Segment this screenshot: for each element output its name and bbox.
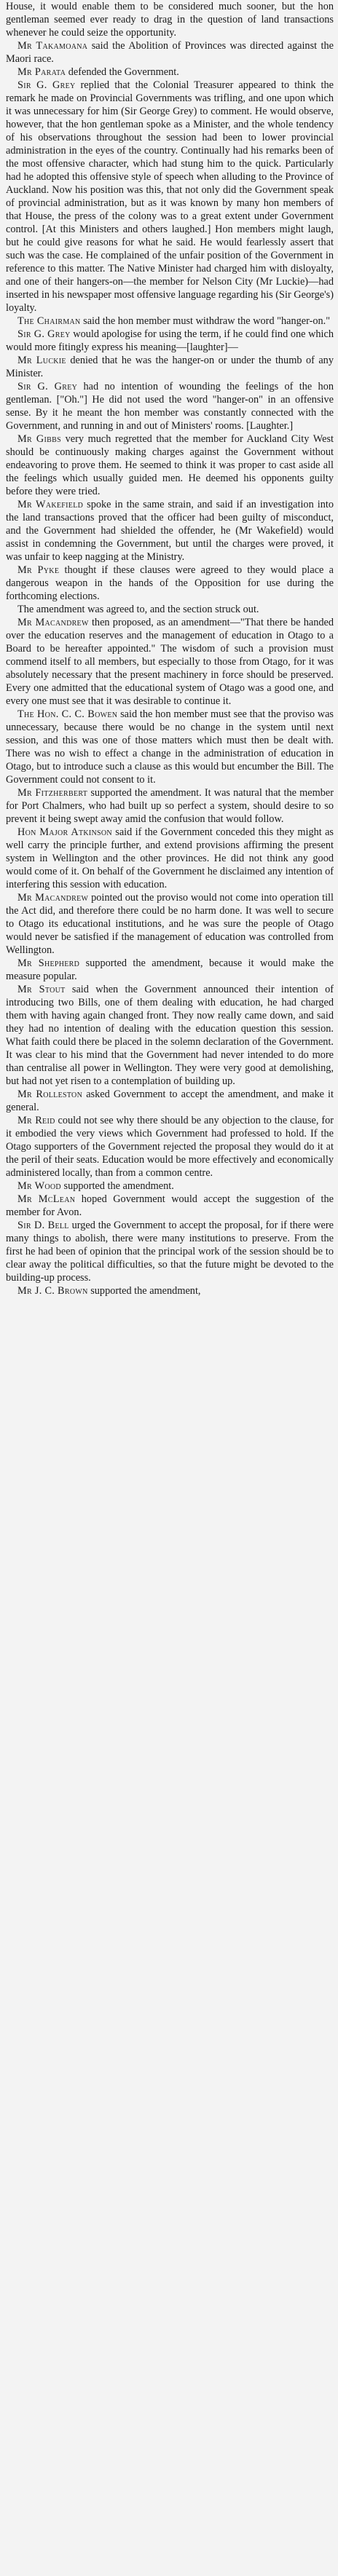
paragraph-text: thought if these clauses were agreed to they would place a dangerous weapon in the hands of the Opposition for use during the forthcoming elections. — [6, 564, 334, 602]
speaker-name: Mr Parata — [17, 66, 66, 78]
speaker-name: Sir D. Bell — [17, 1220, 69, 1231]
paragraph-text: would apologise for using the term, if he could find one which would more fitingly express his meaning—[laughter]— — [6, 328, 334, 353]
paragraph-text: asked Government to accept the amendment, and make it general. — [6, 1089, 334, 1113]
paragraph — [6, 1193, 334, 1219]
paragraph-text: very much regretted that the member for Auckland City West should be continuously making charges against the Government without endeavoring to prove them. He seemed to think it was proper to cast aside all the feelings which usually guided men. He deemed his opponents guilty before they were tried. — [6, 433, 334, 497]
paragraph-text: denied that he was the hanger-on or under the thumb of any Minister. — [6, 355, 334, 379]
speaker-name: Mr Luckie — [17, 355, 66, 366]
paragraph — [6, 1180, 334, 1193]
paragraph — [6, 891, 334, 957]
paragraph-text: said the hon member must withdraw the word "hanger-on." — [80, 315, 331, 327]
paragraph-text: replied that the Colonial Treasurer appeared to think the remark he made on Provincial Governments was trifling, and one upon which it was unnecessary for him (Sir George Grey) to comment. He would observe, however, that the hon gentleman spoke as a Minister, and the whole tendency of his observations throughout the session had been to lower provincial administration in the eyes of the country. Continually had his remarks been of the most offensive character, which had stung him to the quick. Particularly had he adopted this offensive style of speech when alluding to the Province of Auckland. Now his position was this, that not only did the Government speak of provincial administration, but as it was known by many hon members of that House, the press of the colony was to a great extent under Government control. [At this Ministers and others laughed.] Hon members might laugh, but he could give reasons for what he said. He would fearlessly assert that such was the case. He complained of the unfair position of the Government in reference to this matter. The Native Minister had charged him with disloyalty, and one of their hangers-on—the member for Nelson City (Mr Luckie)—had inserted in his newspaper most offensive language regarding his (Sir George's) loyalty. — [6, 79, 334, 314]
speaker-name: Mr J. C. Brown — [17, 1285, 88, 1297]
paragraph — [6, 498, 334, 564]
speaker-name: Mr Reid — [17, 1115, 55, 1126]
speaker-name: Sir G. Grey — [17, 79, 76, 91]
paragraph — [6, 983, 334, 1088]
speaker-name: Mr Takamoana — [17, 40, 88, 52]
paragraph-text: had no intention of wounding the feelings of the hon gentleman. ["Oh."] He did not used the word "hanger-on" in an offensive sense. By it he meant the hon member was constantly connected with the Government, and running in and out of Ministers' rooms. [Laughter.] — [6, 381, 334, 432]
paragraph-text: said if the Government conceded this they might as well carry the principle further, and extend provisions affirming the present system in Wellington and the other provinces. He did not think any good would come of it. On behalf of the Government he disclaimed any intention of interfering this session with education. — [6, 826, 334, 890]
paragraph-text: spoke in the same strain, and said if an investigation into the land transactions proved that the officer had been guilty of misconduct, and the Government had shielded the offender, he (Mr Wakefield) would assist in condemning the Government, but until the charges were proved, it was unfair to keep nagging at the Ministry. — [6, 499, 334, 563]
paragraph — [6, 564, 334, 603]
paragraph-text: House, it would enable them to be considered much sooner, but the hon gentleman seemed ever ready to drag in the question of land transactions whenever he could seize the opportunity. — [6, 1, 334, 39]
paragraph-text: then proposed, as an amendment—"That there be handed over the education reserves and the management of education in Otago to a Board to be hereafter appointed." The wisdom of such a provision must commend itself to all members, but especially to those from Otago, for it was absolutely necessary that the present machinery in force should be preserved. Every one admitted that the educational system of Otago was a good one, and every one must see that it was desirable to continue it. — [6, 617, 334, 707]
paragraph — [6, 1088, 334, 1114]
paragraph — [6, 1284, 334, 1297]
speaker-name: Mr Stout — [17, 984, 66, 995]
paragraph — [6, 66, 334, 79]
paragraph — [6, 315, 334, 328]
paragraph — [6, 1219, 334, 1284]
paragraph-text: pointed out the proviso would not come into operation till the Act did, and therefore there could be no harm done. It was well to secure to Otago its educational institutions, and he was sure the people of Otago would never be satisfied if the management of education was controlled from Wellington. — [6, 892, 334, 956]
paragraph — [6, 0, 334, 39]
speaker-name: Mr Rolleston — [17, 1089, 83, 1100]
paragraph — [6, 1114, 334, 1180]
paragraph — [6, 328, 334, 354]
paragraph-text: supported the amendment, because it would make the measure popular. — [6, 957, 334, 982]
speaker-name: Mr Fitzherbert — [17, 787, 88, 799]
speaker-name: Mr McLean — [17, 1193, 76, 1205]
speaker-name: Mr Wood — [17, 1180, 61, 1192]
speaker-name: Mr Gibbs — [17, 433, 61, 445]
paragraph — [6, 39, 334, 66]
paragraph-text: said the Abolition of Provinces was directed against the Maori race. — [6, 40, 334, 65]
paragraph-text: supported the amendment, — [87, 1285, 201, 1297]
speaker-name: Hon Major Atkinson — [17, 826, 112, 838]
paragraph-text: said when the Government announced their intention of introducing two Bills, one of them dealing with education, he had charged them with having again changed front. They now really came down, and said they had no intention of dealing with the education question this session. What faith could there be placed in the solemn declaration of the Government. It was clear to his mind that the Government had never intended to do more than centralise all power in Wellington. They were very good at demolishing, but had not yet risen to a contemplation of building up. — [6, 984, 334, 1087]
speaker-name: The Chairman — [17, 315, 81, 327]
speaker-name: Mr Shepherd — [17, 957, 80, 969]
speaker-name: The Hon. C. C. Bowen — [17, 708, 118, 720]
paragraph-text: The amendment was agreed to, and the section struck out. — [17, 604, 259, 615]
speaker-name: Sir G. Grey — [17, 328, 71, 340]
paragraph-text: said the hon member must see that the proviso was unnecessary, because there would be no change in the system until next session, and this was one of those matters which must then be dealt with. There was no wish to effect a change in the administration of education in Otago, but to introduce such a clause as this would but encumber the Bill. The Government could not consent to it. — [6, 708, 334, 786]
speaker-name: Mr Pyke — [17, 564, 60, 576]
paragraph — [6, 957, 334, 983]
paragraph-text: urged the Government to accept the proposal, for if there were many things to abolish, there were many institutions to preserve. From the first he had been of opinion that the principal work of the session should be to clear away the political difficulties, so that the future might be devoted to the building-up process. — [6, 1220, 334, 1284]
paragraph — [6, 432, 334, 498]
paragraph — [6, 616, 334, 708]
speaker-name: Mr Macandrew — [17, 892, 89, 904]
paragraph-text: defended the Government. — [66, 66, 179, 78]
paragraph-text: supported the amendment. — [60, 1180, 174, 1192]
paragraph-text: supported the amendment. It was natural that the member for Port Chalmers, who had built up so perfect a system, should desire to so prevent it being swept away amid the confusion that would follow. — [6, 787, 334, 825]
speaker-name: Sir G. Grey — [17, 381, 78, 392]
paragraph — [6, 380, 334, 432]
paragraph — [6, 603, 334, 616]
paragraph-text: could not see why there should be any objection to the clause, for it embodied the very views which Government had professed to hold. If the Otago supporters of the Government rejected the proposal they would do it at the peril of their seats. Education would be more effectively and economically administered locally, than from a common centre. — [6, 1115, 334, 1179]
paragraph — [6, 826, 334, 891]
paragraph — [6, 354, 334, 380]
paragraph — [6, 708, 334, 786]
paragraph — [6, 79, 334, 315]
paragraph-text: hoped Government would accept the suggestion of the member for Avon. — [6, 1193, 334, 1218]
speaker-name: Mr Macandrew — [17, 617, 89, 628]
speaker-name: Mr Wakefield — [17, 499, 84, 510]
paragraph — [6, 786, 334, 826]
